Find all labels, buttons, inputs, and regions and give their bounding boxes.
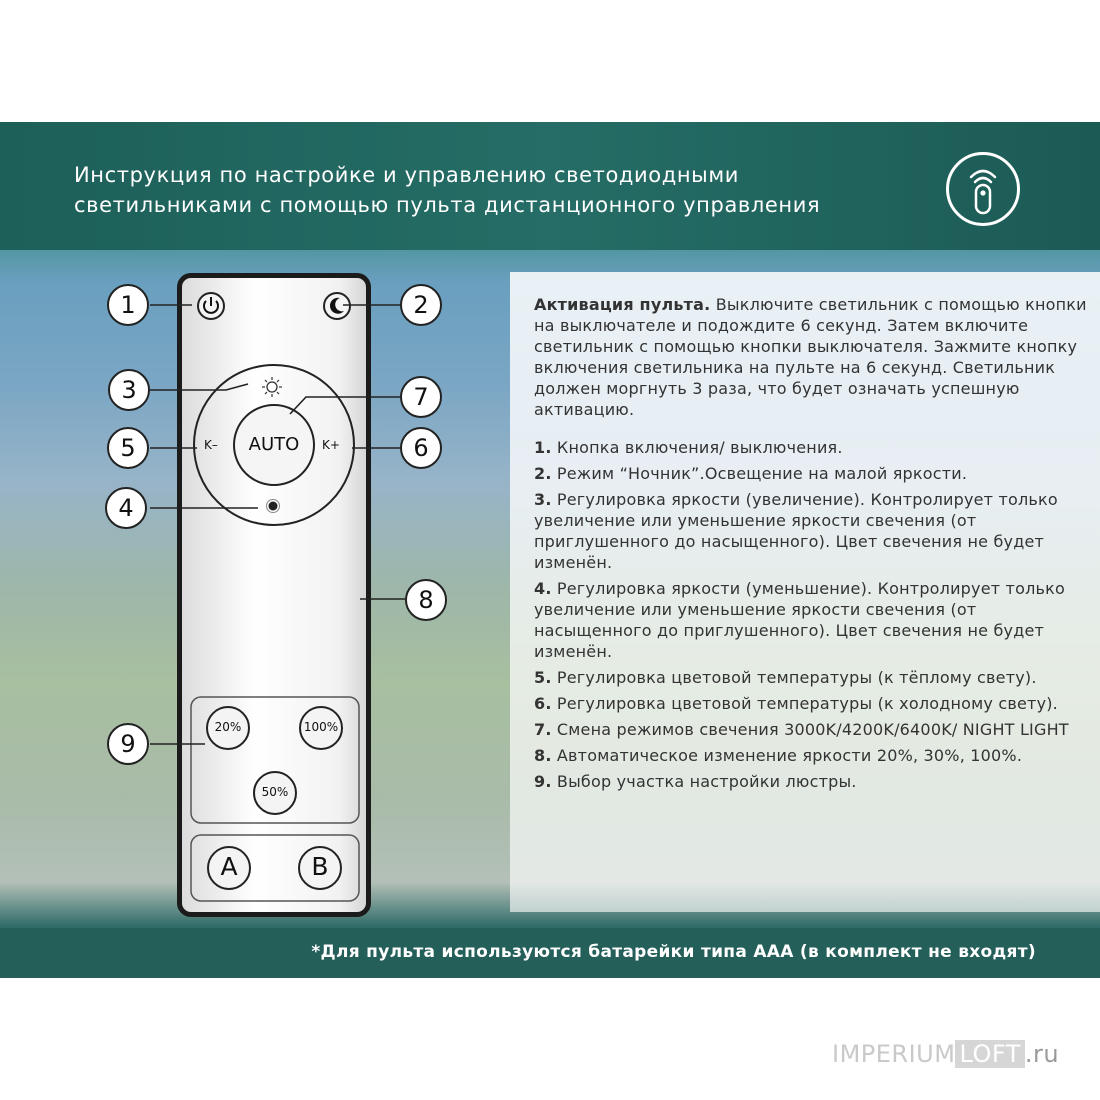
callout-7: 7 xyxy=(400,376,442,418)
remote-control-icon xyxy=(946,152,1020,226)
k-minus-button[interactable]: K– xyxy=(204,438,218,452)
watermark-brand: IMPERIUM xyxy=(832,1040,956,1068)
item-number: 1. xyxy=(534,438,552,457)
list-item xyxy=(534,719,1094,740)
k-plus-button[interactable]: K+ xyxy=(322,438,340,452)
preset-50-button[interactable]: 50% xyxy=(261,785,289,799)
item-number: 9. xyxy=(534,772,552,791)
instruction-banner xyxy=(0,122,1100,978)
auto-button[interactable]: AUTO xyxy=(248,434,300,455)
callout-2: 2 xyxy=(400,284,442,326)
item-text: Выбор участка настройки люстры. xyxy=(551,772,857,791)
list-item xyxy=(534,693,1094,714)
item-number: 8. xyxy=(534,746,552,765)
preset-20-button[interactable]: 20% xyxy=(214,720,242,734)
item-number: 7. xyxy=(534,720,552,739)
callout-9: 9 xyxy=(107,723,149,765)
item-text: Регулировка цветовой температуры (к тёплому свету). xyxy=(551,668,1037,687)
callout-8: 8 xyxy=(405,579,447,621)
item-text: Регулировка цветовой температуры (к холодному свету). xyxy=(551,694,1058,713)
item-number: 6. xyxy=(534,694,552,713)
footer-bar xyxy=(0,928,1100,978)
list-item xyxy=(534,489,1094,573)
item-number: 3. xyxy=(534,490,552,509)
zone-a-button[interactable]: A xyxy=(220,852,238,881)
item-text: Регулировка яркости (уменьшение). Контролирует только увеличение или уменьшение яркости свечения (от насыщенного до приглушенного). Цвет свечения не будет изменён. xyxy=(534,579,1065,661)
item-text: Смена режимов свечения 3000K/4200K/6400K/ NIGHT LIGHT xyxy=(551,720,1069,739)
instruction-panel xyxy=(510,272,1100,912)
item-text: Автоматическое изменение яркости 20%, 30%, 100%. xyxy=(551,746,1023,765)
title-line-2: светильниками с помощью пульта дистанционного управления xyxy=(74,193,821,217)
activation-heading: Активация пульта. xyxy=(534,295,711,314)
site-watermark xyxy=(832,1040,1059,1070)
callout-6: 6 xyxy=(400,427,442,469)
callout-4: 4 xyxy=(105,487,147,529)
title-line-1: Инструкция по настройке и управлению светодиодными xyxy=(74,163,740,187)
callout-5: 5 xyxy=(107,427,149,469)
watermark-loft: LOFT xyxy=(955,1040,1024,1068)
list-item xyxy=(534,437,1094,458)
item-number: 2. xyxy=(534,464,552,483)
battery-note: *Для пульта используются батарейки типа AAA (в комплект не входят) xyxy=(311,942,1036,962)
item-text: Кнопка включения/ выключения. xyxy=(551,438,843,457)
list-item xyxy=(534,771,1094,792)
list-item xyxy=(534,745,1094,766)
callout-1: 1 xyxy=(107,284,149,326)
item-number: 4. xyxy=(534,579,552,598)
preset-100-button[interactable]: 100% xyxy=(303,720,339,734)
item-number: 5. xyxy=(534,668,552,687)
callout-3: 3 xyxy=(108,369,150,411)
activation-paragraph xyxy=(534,294,1094,420)
watermark-domain: .ru xyxy=(1024,1040,1060,1068)
zone-b-button[interactable]: B xyxy=(311,852,329,881)
list-item xyxy=(534,463,1094,484)
item-text: Режим “Ночник”.Освещение на малой яркости. xyxy=(551,464,968,483)
list-item xyxy=(534,667,1094,688)
list-item xyxy=(534,578,1094,662)
item-text: Регулировка яркости (увеличение). Контролирует только увеличение или уменьшение яркости свечения (от приглушенного до насыщенного). Цвет свечения не будет изменён. xyxy=(534,490,1058,572)
callout-lines xyxy=(0,122,560,822)
activation-text: Выключите светильник с помощью кнопки на выключателе и подождите 6 секунд. Затем включите светильник с помощью кнопки выключателя. Зажмите кнопку включения светильника на пульте на 6 секунд. Светильник должен моргнуть 3 раза, что будет означать успешную активацию. xyxy=(534,295,1087,419)
